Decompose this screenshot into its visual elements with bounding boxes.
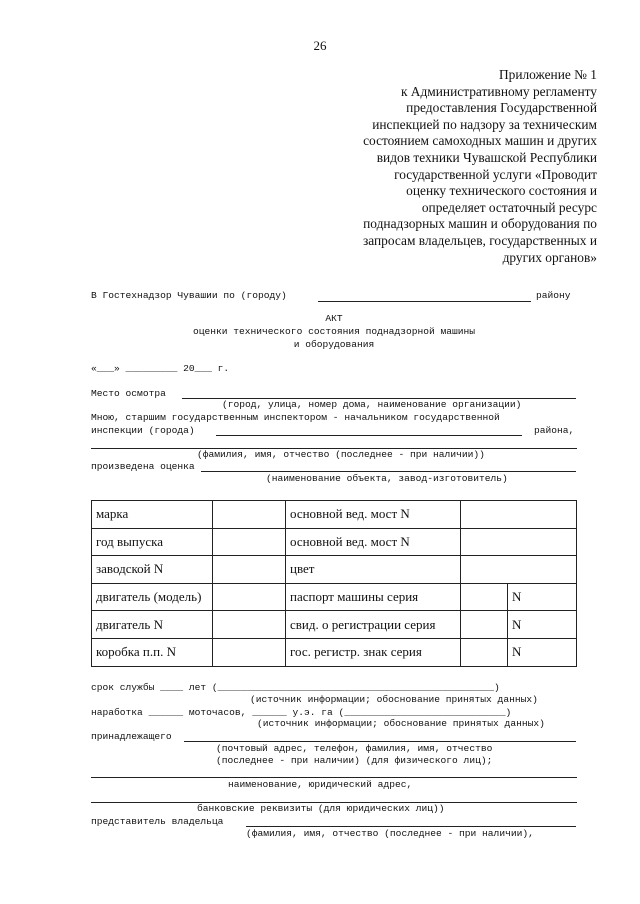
appendix-line: определяет остаточный ресурс — [421, 199, 597, 215]
row-label: паспорт машины серия — [286, 583, 461, 611]
value-cell[interactable] — [213, 638, 286, 666]
header-prefix: В Гостехнадзор Чувашии по (городу) — [91, 290, 287, 301]
operating-hint: (источник информации; обоснование принятых данных) — [257, 718, 545, 729]
service-life-field[interactable]: срок службы ____ лет (________________________________________________) — [91, 682, 500, 693]
row-label: заводской N — [92, 556, 213, 584]
place-label: Место осмотра — [91, 388, 166, 399]
representative-hint: (фамилия, имя, отчество (последнее - при наличии), — [246, 828, 534, 839]
number-label: N — [512, 644, 522, 660]
row-label: двигатель (модель) — [92, 583, 213, 611]
fio-hint: (фамилия, имя, отчество (последнее - при наличии)) — [197, 449, 485, 460]
appendix-line: государственной услуги «Проводит — [394, 166, 597, 182]
series-cell[interactable] — [461, 583, 508, 611]
row-label: год выпуска — [92, 528, 213, 556]
page-number: 26 — [313, 38, 327, 53]
value-cell[interactable] — [213, 611, 286, 639]
table-row — [92, 528, 577, 556]
row-label: цвет — [286, 556, 461, 584]
owner-label: принадлежащего — [91, 731, 172, 742]
appendix-block — [297, 67, 597, 266]
value-cell[interactable] — [213, 528, 286, 556]
appendix-line: предоставления Государственной — [406, 100, 597, 116]
row-label: двигатель N — [92, 611, 213, 639]
service-hint: (источник информации; обоснование принятых данных) — [250, 694, 538, 705]
series-cell[interactable] — [461, 638, 508, 666]
inspection-field[interactable] — [216, 435, 522, 436]
appendix-line: поднадзорных машин и оборудования по — [363, 216, 597, 232]
number-cell — [508, 583, 577, 611]
table-row — [92, 556, 577, 584]
appendix-line: состоянием самоходных машин и других — [363, 133, 597, 149]
table-row — [92, 583, 577, 611]
appendix-line: инспекцией по надзору за техническим — [372, 116, 597, 132]
object-hint: (наименование объекта, завод-изготовитель) — [266, 473, 508, 484]
evaluation-label: произведена оценка — [91, 461, 195, 472]
table-row — [92, 638, 577, 666]
appendix-line: других органов» — [502, 249, 597, 265]
legal-hint: наименование, юридический адрес, — [228, 779, 413, 790]
date-field[interactable]: «___» _________ 20___ г. — [91, 363, 230, 374]
object-field[interactable] — [201, 471, 576, 472]
bank-hint: банковские реквизиты (для юридических лиц)) — [197, 803, 445, 814]
row-label: коробка п.п. N — [92, 638, 213, 666]
value-cell[interactable] — [213, 501, 286, 529]
value-cell[interactable] — [461, 528, 577, 556]
number-label: N — [512, 589, 522, 605]
representative-label: представитель владельца — [91, 816, 224, 827]
appendix-line: оценку технического состояния и — [406, 183, 597, 199]
row-label: основной вед. мост N — [286, 528, 461, 556]
owner-hint: (почтовый адрес, телефон, фамилия, имя, отчество — [216, 743, 493, 754]
vehicle-data-table — [91, 500, 577, 667]
appendix-line: запросам владельцев, государственных и — [362, 232, 597, 248]
row-label: свид. о регистрации серия — [286, 611, 461, 639]
act-title: АКТ — [325, 313, 343, 324]
series-cell[interactable] — [461, 611, 508, 639]
inspector-line: Мною, старшим государственным инспектором - начальником государственной — [91, 412, 500, 423]
row-label: марка — [92, 501, 213, 529]
value-cell[interactable] — [213, 556, 286, 584]
act-subtitle: и оборудования — [293, 339, 375, 350]
representative-field[interactable] — [246, 826, 576, 827]
district-suffix: района, — [534, 425, 575, 436]
value-cell[interactable] — [213, 583, 286, 611]
appendix-line: к Административному регламенту — [400, 83, 597, 99]
number-cell — [508, 611, 577, 639]
inspection-label: инспекции (города) — [91, 425, 195, 436]
district-field[interactable] — [318, 301, 531, 302]
owner-field[interactable] — [184, 741, 576, 742]
place-hint: (город, улица, номер дома, наименование организации) — [222, 399, 522, 410]
appendix-line: Приложение № 1 — [498, 67, 597, 82]
table-row — [92, 611, 577, 639]
number-label: N — [512, 616, 522, 632]
operating-hours-field[interactable]: наработка ______ моточасов, ______ у.э. га (____________________________) — [91, 707, 512, 718]
table-row — [92, 501, 577, 529]
value-cell[interactable] — [461, 501, 577, 529]
value-cell[interactable] — [461, 556, 577, 584]
row-label: гос. регистр. знак серия — [286, 638, 461, 666]
owner-hint: (последнее - при наличии) (для физического лиц); — [216, 755, 493, 766]
owner-field-2[interactable] — [91, 777, 577, 778]
appendix-line: видов техники Чувашской Республики — [376, 149, 597, 165]
header-suffix: району — [536, 290, 571, 301]
number-cell — [508, 638, 577, 666]
row-label: основной вед. мост N — [286, 501, 461, 529]
act-subtitle: оценки технического состояния поднадзорной машины — [192, 326, 476, 337]
